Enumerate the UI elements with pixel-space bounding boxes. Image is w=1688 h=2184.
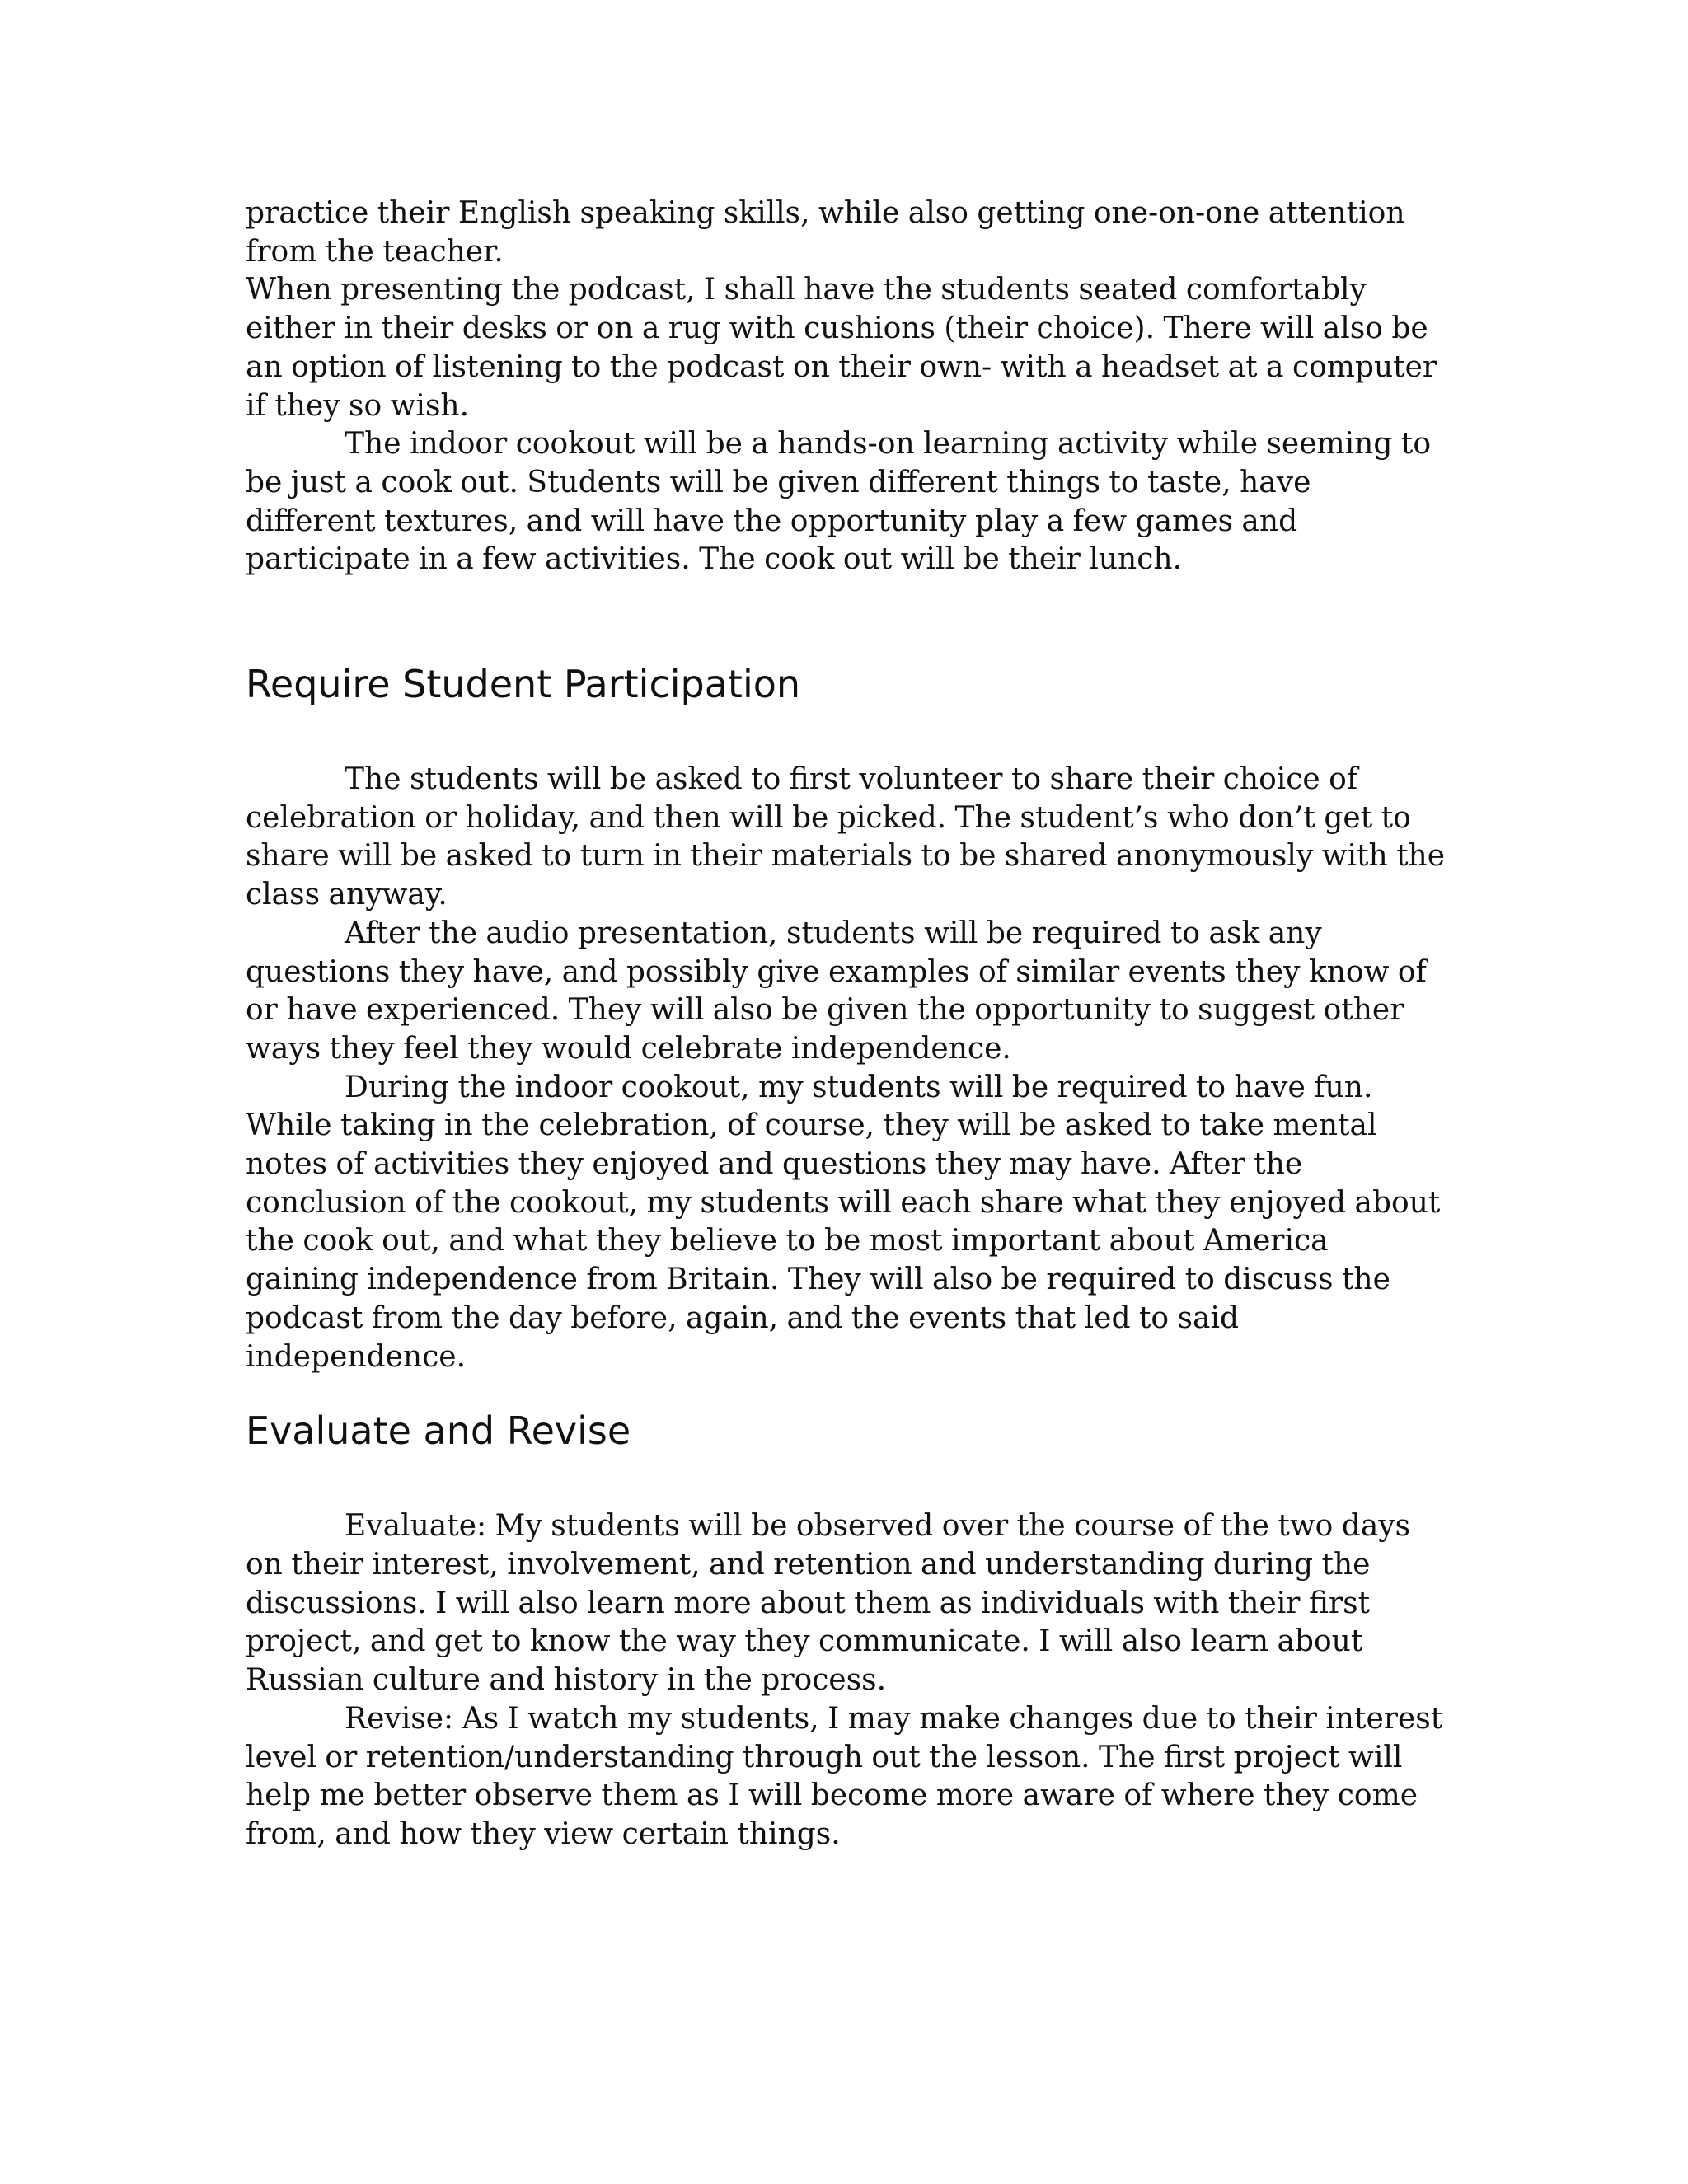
page-content [246,194,1449,1854]
spacer [246,1376,1449,1406]
paragraph-cookout-participation: During the indoor cookout, my students will be required to have fun. While taking in the celebration, of course, they will be asked to take mental notes of activities they enjoyed and questions they may have. After the conclusion of the cookout, my students will each share what they enjoyed about the cook out, and what they believe to be most important about America gaining independence from Britain. They will also be required to discuss the podcast from the day before, again, and the events that led to said independence. [246,1070,1441,1374]
paragraph-indoor-cookout: The indoor cookout will be a hands-on learning activity while seeming to be just a cook out. Students will be given different things to taste, have different textures, and will have the opportunity play a few games and participate in a few activities. The cook out will be their lunch. [246,427,1431,577]
spacer [246,709,1449,761]
spacer [246,1455,1449,1507]
paragraph-audio-presentation: After the audio presentation, students will be required to ask any questions they have, and possibly give examples of similar events they know of or have experienced. They will also be given the opportunity to suggest other ways they feel they would celebrate independence. [246,916,1427,1066]
paragraph-revise: Revise: As I watch my students, I may make changes due to their interest level or retention/understanding through out the lesson. The first project will help me better observe them as I will become more aware of where they come from, and how they view certain things. [246,1701,1443,1851]
heading-evaluate-and-revise: Evaluate and Revise [246,1408,631,1454]
spacer [246,579,1449,659]
paragraph-podcast-seating: When presenting the podcast, I shall have the students seated comfortably either in their desks or on a rug with cushions (their choice). There will also be an option of listening to the podcast on their own- with a headset at a computer if they so wish. [246,273,1437,423]
paragraph-volunteer-share: The students will be asked to first volunteer to share their choice of celebration or holiday, and then will be picked. The student’s who don’t get to share will be asked to turn in their materials to be shared anonymously with the class anyway. [246,762,1446,912]
heading-require-student-participation: Require Student Participation [246,662,801,707]
paragraph-english-skills: practice their English speaking skills, while also getting one-on-one attention from the teacher. [246,196,1405,269]
paragraph-evaluate: Evaluate: My students will be observed over the course of the two days on their interest, involvement, and retention and understanding during the discussions. I will also learn more about them as individuals with their first project, and get to know the way they communicate. I will also learn about Russian culture and history in the process. [246,1509,1411,1698]
